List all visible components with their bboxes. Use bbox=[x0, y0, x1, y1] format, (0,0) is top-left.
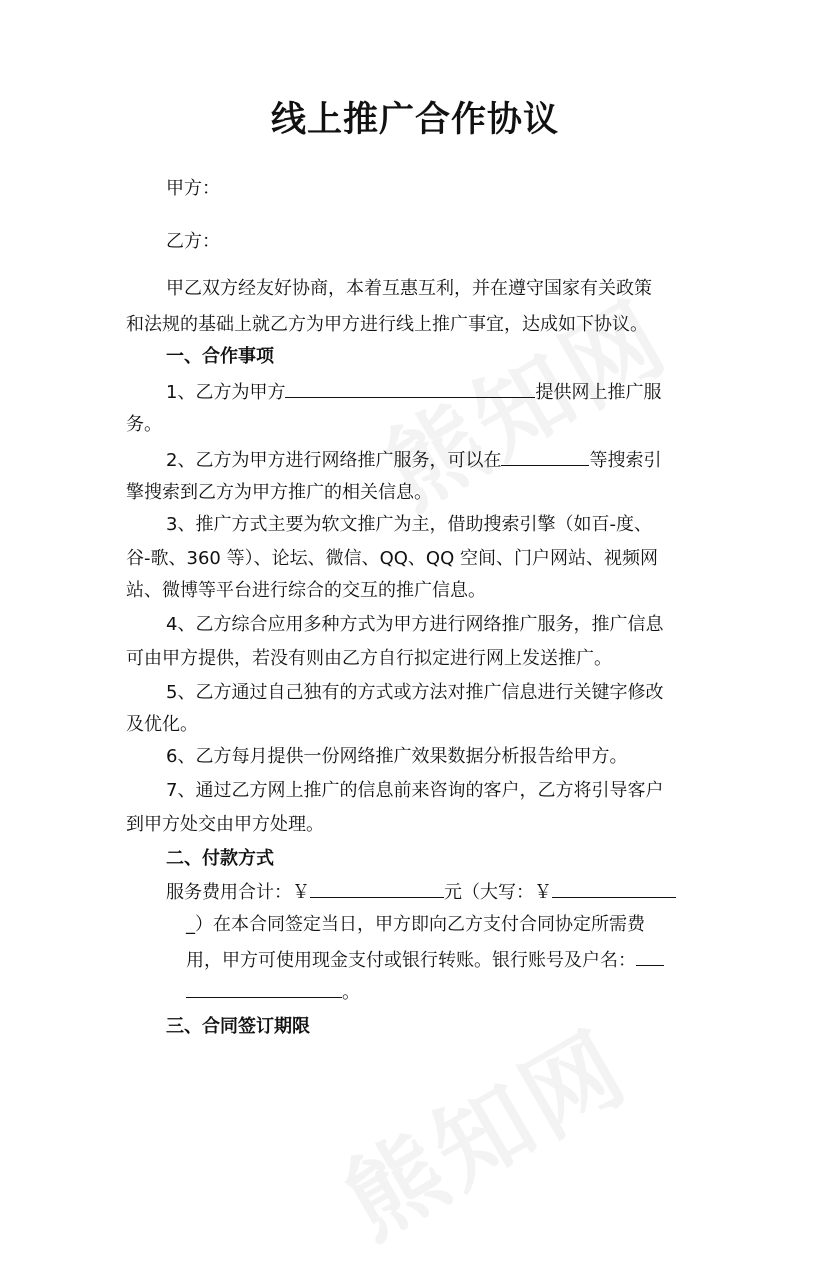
section-heading: 三、合同签订期限 bbox=[166, 1016, 310, 1037]
payment-text: _）在本合同签定当日，甲方即向乙方支付合同协定所需费 bbox=[186, 914, 645, 935]
payment-text-content: 用，甲方可使用现金支付或银行转账。银行账号及户名： bbox=[186, 950, 636, 971]
blank-field[interactable] bbox=[285, 380, 535, 398]
clause-3: 3、推广方式主要为软文推广为主，借助搜索引擎（如百-度、 bbox=[166, 514, 652, 535]
watermark bbox=[316, 993, 650, 1264]
clause-continuation: 谷-歌、360 等）、论坛、微信、QQ、QQ 空间、门户网站、视频网 bbox=[126, 548, 658, 569]
clause-continuation: 站、微博等平台进行综合的交互的推广信息。 bbox=[126, 580, 486, 601]
section-heading: 一、合作事项 bbox=[166, 346, 274, 367]
clause-text: 提供网上推广服 bbox=[535, 382, 662, 403]
fee-amount-field[interactable] bbox=[310, 880, 444, 898]
clause-continuation: 擎搜索到乙方为甲方推广的相关信息。 bbox=[126, 482, 432, 503]
party-b-label: 乙方： bbox=[166, 231, 220, 252]
clause-continuation: 及优化。 bbox=[126, 714, 198, 735]
clause-2 bbox=[166, 448, 661, 472]
clause-6: 6、乙方每月提供一份网络推广效果数据分析报告给甲方。 bbox=[166, 746, 628, 767]
fee-uppercase-field[interactable] bbox=[552, 880, 676, 898]
bank-account-field[interactable] bbox=[186, 980, 342, 998]
payment-text bbox=[186, 948, 664, 972]
bank-account-field[interactable] bbox=[636, 948, 664, 966]
clause-continuation: 可由甲方提供，若没有则由乙方自行拟定进行网上发送推广。 bbox=[126, 648, 612, 669]
section-heading: 二、付款方式 bbox=[166, 848, 274, 869]
clause-continuation: 到甲方处交由甲方处理。 bbox=[126, 814, 324, 835]
intro-line: 和法规的基础上就乙方为甲方进行线上推广事宜，达成如下协议。 bbox=[126, 314, 648, 335]
document-title: 线上推广合作协议 bbox=[270, 100, 559, 140]
clause-1 bbox=[166, 380, 661, 404]
clause-continuation: 务。 bbox=[126, 414, 162, 435]
intro-line: 甲乙双方经友好协商，本着互惠互利，并在遵守国家有关政策 bbox=[166, 278, 652, 299]
clause-text: 2、乙方为甲方进行网络推广服务，可以在 bbox=[166, 450, 502, 471]
clause-5: 5、乙方通过自己独有的方式或方法对推广信息进行关键字修改 bbox=[166, 682, 664, 703]
party-a-label: 甲方： bbox=[166, 178, 220, 199]
clause-text: 等搜索引 bbox=[589, 450, 662, 471]
clause-7: 7、通过乙方网上推广的信息前来咨询的客户，乙方将引导客户 bbox=[166, 780, 664, 801]
clause-text: 1、乙方为甲方 bbox=[166, 382, 286, 403]
payment-text bbox=[186, 980, 360, 1004]
blank-field[interactable] bbox=[501, 448, 589, 466]
fee-label: 元（大写：￥ bbox=[444, 882, 552, 903]
clause-4: 4、乙方综合应用多种方式为甲方进行网络推广服务，推广信息 bbox=[166, 614, 664, 635]
fee-line bbox=[166, 880, 676, 904]
payment-text-end: 。 bbox=[342, 982, 360, 1003]
fee-label: 服务费用合计：￥ bbox=[166, 882, 310, 903]
